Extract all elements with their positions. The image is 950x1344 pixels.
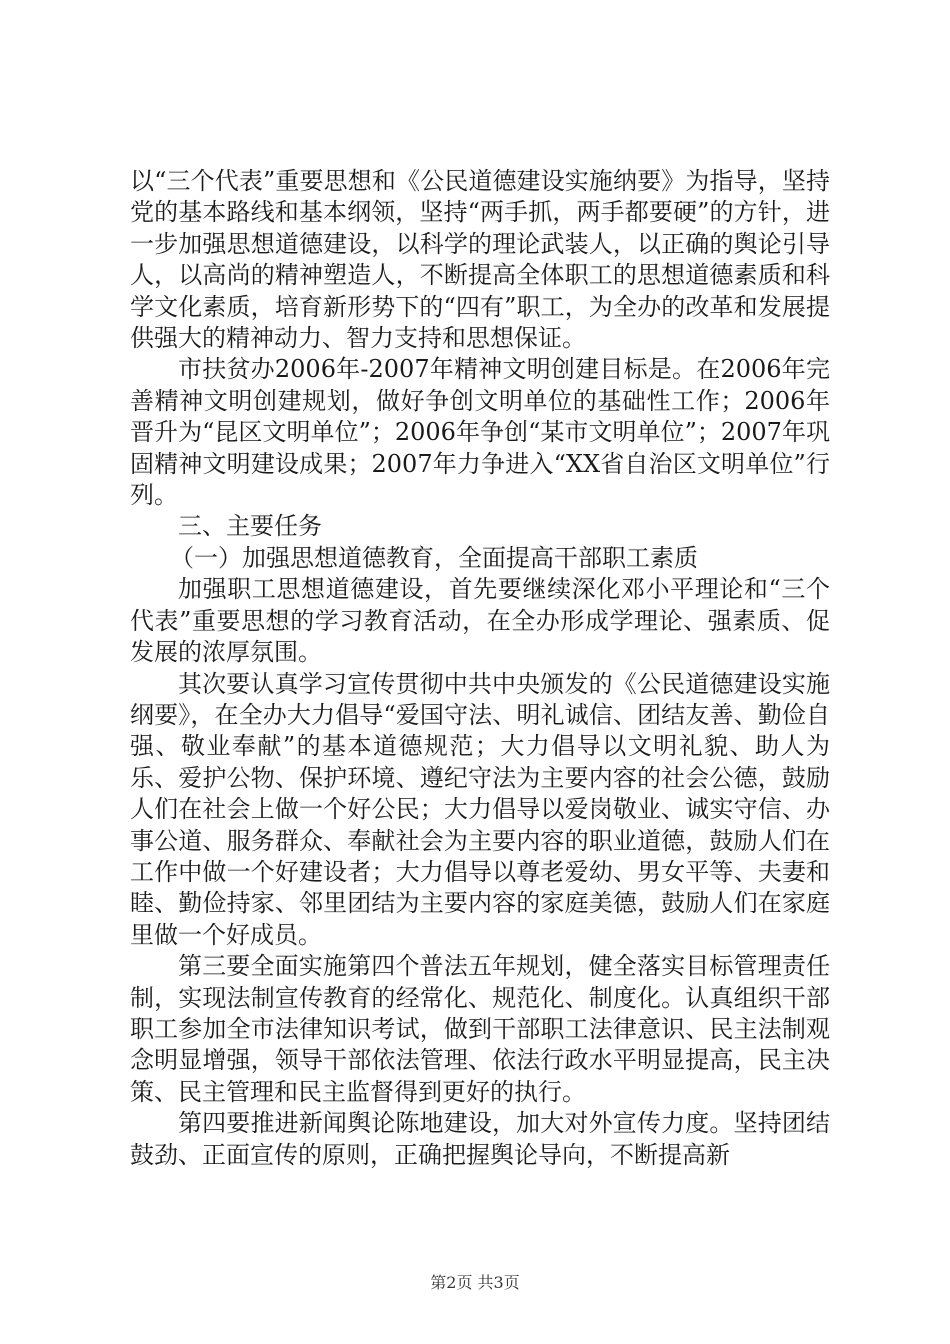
paragraph-first: 加强职工思想道德建设，首先要继续深化邓小平理论和“三个代表”重要思想的学习教育活动，在全办形成学理论、强素质、促发展的浓厚氛围。 <box>130 575 830 667</box>
section-heading-main-tasks: 三、主要任务 <box>178 512 322 541</box>
document-body <box>130 166 830 1171</box>
paragraph-second: 其次要认真学习宣传贯彻中共中央颁发的《公民道德建设实施纲要》，在全办大力倡导“爱国守法、明礼诚信、团结友善、勤俭自强、敬业奉献”的基本道德规范；大力倡导以文明礼貌、助人为乐、爱护公物、保护环境、遵纪守法为主要内容的社会公德，鼓励人们在社会上做一个好公民；大力倡导以爱岗敬业、诚实守信、办事公道、服务群众、奉献社会为主要内容的职业道德，鼓励人们在工作中做一个好建设者；大力倡导以尊老爱幼、男女平等、夫妻和睦、勤俭持家、邻里团结为主要内容的家庭美德，鼓励人们在家庭里做一个好成员。 <box>130 669 830 949</box>
page-number-footer: 第2页 共3页 <box>430 1273 520 1292</box>
subsection-heading-moral-education: （一）加强思想道德教育，全面提高干部职工素质 <box>170 543 698 572</box>
paragraph-fourth: 第四要推进新闻舆论陈地建设，加大对外宣传力度。坚持团结鼓劲、正面宣传的原则，正确把握舆论导向，不断提高新 <box>130 1109 830 1169</box>
paragraph-goals: 市扶贫办2006年-2007年精神文明创建目标是。在2006年完善精神文明创建规划，做好争创文明单位的基础性工作；2006年晋升为“昆区文明单位”；2006年争创“某市文明单位”；2007年巩固精神文明建设成果；2007年力争进入“XX省自治区文明单位”行列。 <box>130 355 830 510</box>
paragraph-intro: 以“三个代表”重要思想和《公民道德建设实施纳要》为指导，坚持党的基本路线和基本纲领，坚持“两手抓，两手都要硬”的方针，进一步加强思想道德建设，以科学的理论武装人，以正确的舆论引导人，以高尚的精神塑造人，不断提高全体职工的思想道德素质和科学文化素质，培育新形势下的“四有”职工，为全办的改革和发展提供强大的精神动力、智力支持和思想保证。 <box>130 167 830 353</box>
paragraph-third: 第三要全面实施第四个普法五年规划，健全落实目标管理责任制，实现法制宣传教育的经常化、规范化、制度化。认真组织干部职工参加全市法律知识考试，做到干部职工法律意识、民主法制观念明显增强，领导干部依法管理、依法行政水平明显提高，民主决策、民主管理和民主监督得到更好的执行。 <box>130 952 830 1106</box>
